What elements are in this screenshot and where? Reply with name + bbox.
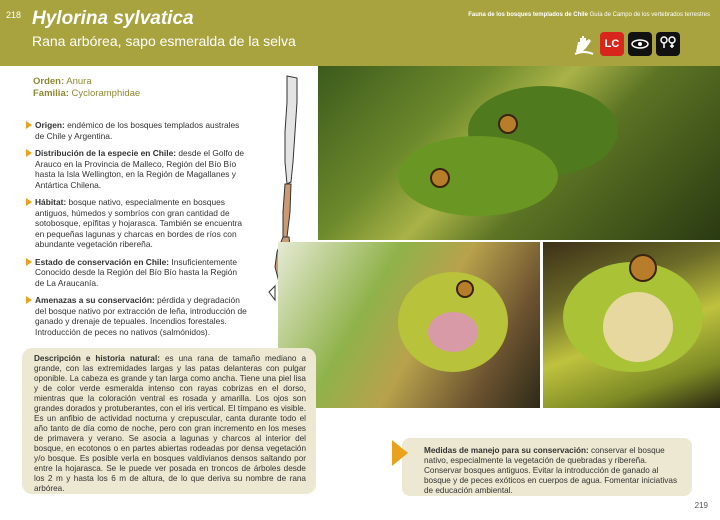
management-label: Medidas de manejo para su conservación:: [424, 446, 589, 455]
fact-conservation-status: Estado de conservación en Chile: Insuficientemente Conocido desde la Región del Bío Bío hasta la Región de La Araucanía.: [26, 257, 248, 289]
frog-throat: [428, 312, 478, 352]
eye-icon: [628, 32, 652, 56]
species-facts: [26, 120, 248, 344]
page-number-right: 219: [694, 501, 708, 510]
hand-icon: [572, 32, 596, 56]
taxonomy: [33, 76, 140, 100]
bullet-arrow-icon: [26, 149, 32, 157]
species-common-name: Rana arbórea, sapo esmeralda de la selva: [32, 33, 296, 49]
fact-distribution: Distribución de la especie en Chile: desde el Golfo de Arauco en la Provincia de Malleco, Región del Bío Bío hasta la Isla Wellington, en la Región de Magallanes y Antártica Chilena.: [26, 148, 248, 190]
fact-habitat: Hábitat: bosque nativo, especialmente en bosques antiguos, húmedos y sombríos con gran cantidad de sotobosque, epífitas y hojarasca. También se encuentra en pequeñas lagunas y charcas en bordes de ríos con abundante vegetación ribereña.: [26, 197, 248, 250]
frog-throat: [603, 292, 673, 362]
frog-eye: [456, 280, 474, 298]
species-title: Hylorina sylvatica: [32, 8, 194, 29]
management-text: [424, 446, 686, 496]
description-label: Descripción e historia natural:: [34, 354, 160, 363]
bullet-arrow-icon: [26, 296, 32, 304]
bullet-arrow-icon: [26, 198, 32, 206]
frog-photo-front: [543, 242, 720, 408]
management-arrow-icon: [392, 440, 408, 466]
description-body: es una rana de tamaño mediano a grande, con las extremidades largas y las patas delanteras con pulgar oponible. La cabeza es grande y tan larga como ancha. Tiene una piel lisa y de color verde esmeralda intenso con rayas cobrizas en el dorso, mientras que la coloración ventral es rosada y amarilla. Los ojos son grandes dorados y protuberantes, con el iris vertical. El tímpano es visible. Es un anfibio de actividad nocturna y crepuscular, canta durante todo el año tanto de día como de noche, pero con gran incremento en los meses de primavera y verano. Se asocia a lagunas y charcos al interior del bosque, en ecotonos o en partes abiertas rodeadas por densa vegetación y/o bosque. Es posible verla en bosques valdivianos densos saltando por entre la hojarasca. Se le puede ver posada en troncos de árboles desde los 2 m y hasta los 6 m de altura, de lo que deriva su nombre de rana arbórea.: [34, 354, 307, 493]
order-label: Orden:: [33, 76, 65, 87]
bullet-arrow-icon: [26, 258, 32, 266]
frog-photo-pair: [318, 66, 720, 240]
series-title-rest: Guía de Campo de los vertebrados terrestres: [589, 12, 710, 18]
bullet-arrow-icon: [26, 121, 32, 129]
frog-eye: [629, 254, 657, 282]
description-text: [34, 354, 306, 494]
fact-threats: Amenazas a su conservación: pérdida y degradación del bosque nativo por extracción de leña, introducción de ganado y drenaje de tepuales. Incendios forestales. Introducción de peces no nativos (salmónidos).: [26, 295, 248, 337]
status-icons: [572, 32, 680, 56]
fact-origin: Origen: endémico de los bosques templados australes de Chile y Argentina.: [26, 120, 248, 141]
frog-photo-profile: [278, 242, 540, 408]
family-value: Cycloramphidae: [71, 88, 141, 99]
frog-eye: [498, 114, 518, 134]
series-title-bold: Fauna de los bosques templados de Chile: [468, 12, 588, 18]
series-title: [468, 12, 710, 18]
family-label: Familia:: [33, 88, 69, 99]
management-body: conservar el bosque nativo, especialmente la vegetación de quebradas y ribereña. Conservar bosques antiguos. Evitar la introducción de ganado al bosque y de peces exóticos en cuerpos de agua. Fomentar iniciativas de educación ambiental.: [424, 446, 678, 495]
header-bar: [0, 0, 720, 66]
frog-eye: [430, 168, 450, 188]
page-number-left: 218: [6, 10, 22, 20]
order-value: Anura: [66, 76, 92, 87]
sex-symbols-icon: [656, 32, 680, 56]
frog-figure: [398, 136, 558, 216]
conservation-status-badge: LC: [600, 32, 624, 56]
